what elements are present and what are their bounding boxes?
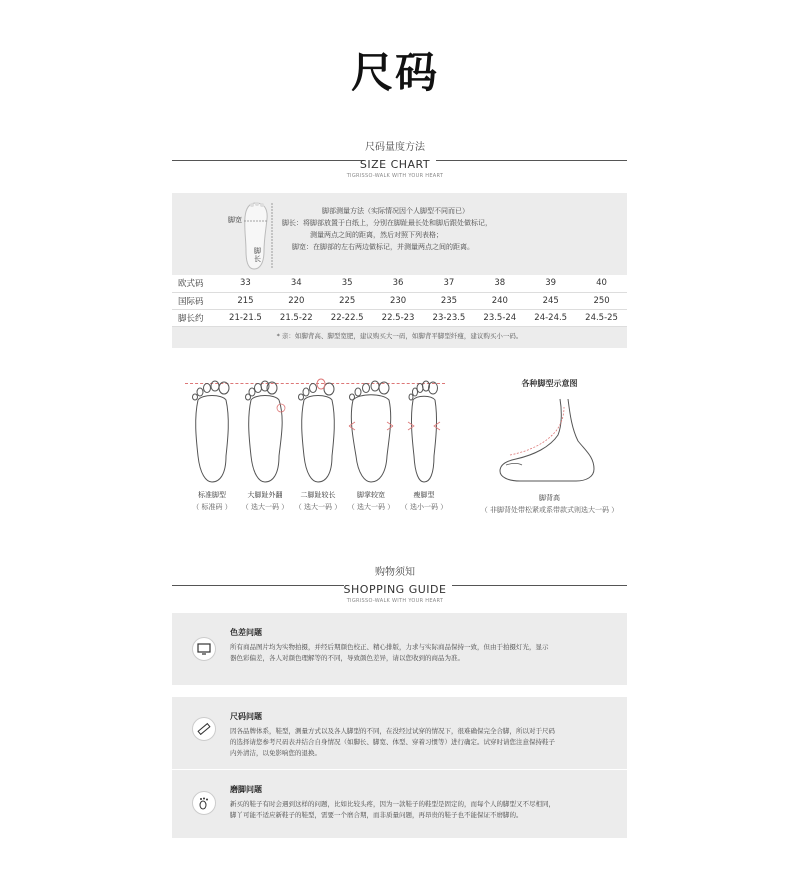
table-cell: 230 [373, 292, 424, 309]
table-cell: 21-21.5 [220, 309, 271, 326]
table-cell: 215 [220, 292, 271, 309]
foot-type-advice: （ 选大一码 ） [347, 503, 395, 511]
guide-item-line: 因各品牌体系，鞋型，测量方式以及各人脚型的不同，在没经过试穿的情况下，很难确保完全合脚，所以对于尺码 [230, 727, 555, 735]
table-cell: 40 [576, 275, 627, 292]
foot-type-name: 二脚趾较长 [300, 491, 336, 499]
table-cell: 240 [474, 292, 525, 309]
guide-item-title: 色差问题 [230, 628, 262, 637]
foot-type-long-second-toe [291, 378, 345, 512]
table-cell: 22-22.5 [322, 309, 373, 326]
foot-type-name: 标准脚型 [198, 491, 226, 499]
divider [172, 160, 364, 161]
table-cell: 225 [322, 292, 373, 309]
row-label: 欧式码 [172, 275, 220, 292]
foot-width-label: 脚宽 [228, 216, 242, 224]
measure-line: 脚宽：在脚部的左右两边做标记，并测量两点之间的距离。 [292, 243, 474, 251]
guide-item-line: 的选择请您参考尺码表并结合自身情况（如脚长、脚宽、体型、穿着习惯等）进行确定。试穿时请您注意保持鞋子 [230, 738, 555, 746]
size-chart-tagline: TIGRISSO-WALK WITH YOUR HEART [346, 173, 444, 179]
size-chart-heading-en: SIZE CHART [359, 158, 431, 171]
foot-type-slim [397, 378, 451, 512]
size-note: * 亲：如脚背高、脚型宽肥，建议购买大一码，如脚背平脚型纤瘦，建议购买小一码。 [276, 332, 523, 340]
table-cell: 250 [576, 292, 627, 309]
foot-type-standard [185, 378, 239, 512]
wide-foot-icon [347, 378, 395, 486]
shopping-guide-heading [0, 563, 790, 604]
table-cell: 23.5-24 [474, 309, 525, 326]
instep-diagram [462, 378, 637, 515]
footprint-icon [192, 791, 216, 815]
shopping-guide-tagline: TIGRISSO-WALK WITH YOUR HEART [346, 598, 444, 604]
table-cell: 21.5-22 [271, 309, 322, 326]
row-label: 国际码 [172, 292, 220, 309]
shopping-guide-heading-cn: 购物须知 [375, 567, 415, 578]
table-cell: 33 [220, 275, 271, 292]
monitor-icon [192, 637, 216, 661]
table-cell: 39 [525, 275, 576, 292]
foot-length-label: 脚长 [254, 247, 261, 263]
bunion-foot-icon [241, 378, 289, 486]
instep-name: 脚背高 [539, 494, 560, 502]
table-cell: 38 [474, 275, 525, 292]
foot-measure-illustration [228, 199, 274, 271]
table-cell: 24.5-25 [576, 309, 627, 326]
table-cell: 35 [322, 275, 373, 292]
high-instep-foot-icon [490, 395, 610, 485]
guide-item-line: 器色彩偏差，各人对颜色理解等的不同，导致颜色差异，请以您收到的商品为准。 [230, 654, 464, 662]
table-cell: 24-24.5 [525, 309, 576, 326]
table-cell: 245 [525, 292, 576, 309]
foot-type-advice: （ 选大一码 ） [241, 503, 289, 511]
slim-foot-icon [400, 378, 448, 486]
size-chart-heading-cn: 尺码量度方法 [365, 142, 425, 153]
table-row [172, 292, 627, 309]
guide-item-title: 磨脚问题 [230, 785, 262, 794]
table-cell: 23-23.5 [424, 309, 475, 326]
table-cell: 220 [271, 292, 322, 309]
measure-line: 测量两点之间的距离，然后对照下列表格； [310, 231, 443, 239]
measure-line: 脚长：将脚部放置于白纸上，分别在脚趾最长处和脚后跟处做标记， [282, 219, 492, 227]
row-label: 脚长约 [172, 309, 220, 326]
guide-item-line: 新买的鞋子有时会遇到这样的问题，比如比较头疼，因为一款鞋子的鞋型是固定的，而每个人的脚型又不尽相同， [230, 800, 555, 808]
foot-type-advice: （ 标准码 ） [192, 503, 232, 511]
measure-line: 脚部测量方法（实际情况因个人脚型不同而已） [322, 207, 469, 215]
foot-type-advice: （ 选大一码 ） [294, 503, 342, 511]
guide-item-line: 所有商品图片均为实物拍摄，并经后期颜色校正、精心排版，力求与实际商品保持一致，但由于拍摄灯光，显示 [230, 643, 549, 651]
instep-title: 各种脚型示意图 [521, 379, 578, 388]
divider [172, 585, 344, 586]
divider [436, 160, 627, 161]
table-cell: 22.5-23 [373, 309, 424, 326]
standard-foot-icon [188, 378, 236, 486]
guide-item-line: 脚丫可能不适应新鞋子的鞋型，需要一个磨合期，而非质量问题，再昂贵的鞋子也不能保证不磨脚的。 [230, 811, 523, 819]
size-table [172, 275, 627, 327]
table-row [172, 309, 627, 326]
foot-type-name: 脚掌较宽 [357, 491, 385, 499]
foot-type-name: 瘦脚型 [413, 491, 435, 499]
foot-types [185, 378, 455, 528]
guide-item-size [172, 697, 627, 769]
foot-type-wide [344, 378, 398, 512]
long-second-toe-foot-icon [294, 378, 342, 486]
guide-item-title: 尺码问题 [230, 712, 262, 721]
guide-item-body [230, 627, 620, 664]
ruler-icon [192, 717, 216, 741]
table-row [172, 275, 627, 292]
foot-type-bunion [238, 378, 292, 512]
size-chart-heading [0, 138, 790, 179]
guide-item-chafing [172, 770, 627, 838]
shopping-guide-heading-en: SHOPPING GUIDE [343, 583, 447, 596]
page-title: 尺码 [350, 48, 439, 97]
guide-item-body [230, 711, 620, 759]
guide-item-color [172, 613, 627, 685]
instep-advice: （ 非脚背处带松紧或系带款式则选大一码 ） [480, 506, 619, 514]
measure-method-text [282, 205, 612, 253]
table-cell: 34 [271, 275, 322, 292]
guide-item-line: 内外清洁，以免影响您的退换。 [230, 749, 321, 757]
table-cell: 36 [373, 275, 424, 292]
divider [452, 585, 627, 586]
table-cell: 235 [424, 292, 475, 309]
foot-type-advice: （ 选小一码 ） [400, 503, 448, 511]
guide-item-body [230, 784, 620, 821]
foot-type-name: 大脚趾外翻 [247, 491, 283, 499]
table-cell: 37 [424, 275, 475, 292]
